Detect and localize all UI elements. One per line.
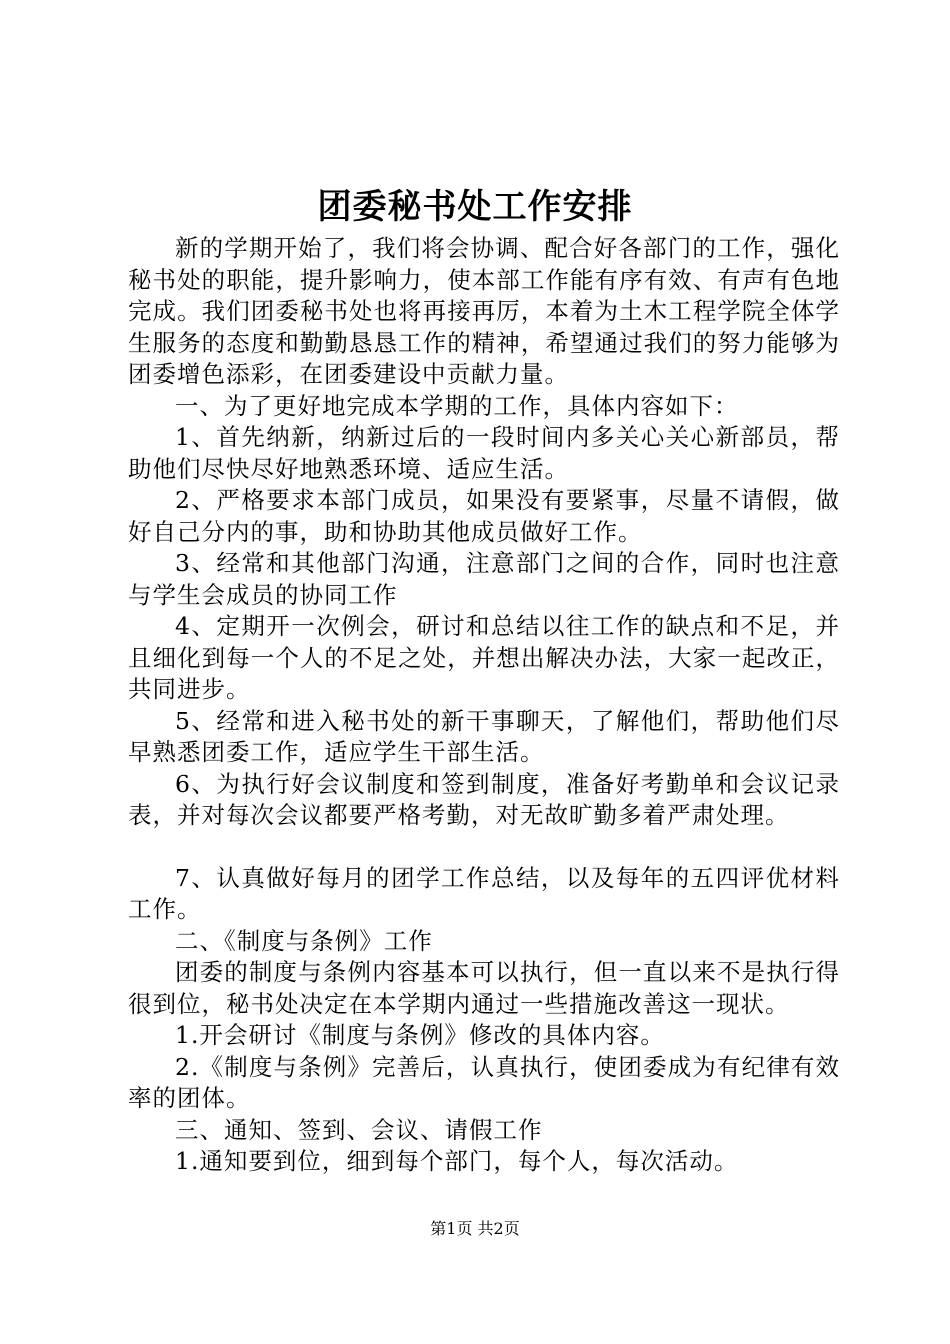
section-heading-3: 三、通知、签到、会议、请假工作 (175, 1115, 543, 1144)
list-item: 2.《制度与条例》完善后，认真执行，使团委成为有纪律有效率的团体。 (128, 1052, 840, 1112)
document-body (128, 233, 840, 1178)
list-item: 1.通知要到位，细到每个部门，每个人，每次活动。 (175, 1147, 739, 1175)
list-item: 1.开会研讨《制度与条例》修改的具体内容。 (175, 1021, 665, 1049)
list-item: 6、为执行好会议制度和签到制度，准备好考勤单和会议记录表，并对每次会议都要严格考勤，对无故旷勤多着严肃处理。 (128, 769, 840, 829)
paragraph: 团委的制度与条例内容基本可以执行，但一直以来不是执行得很到位，秘书处决定在本学期内通过一些措施改善这一现状。 (128, 958, 840, 1018)
paragraph-intro: 新的学期开始了，我们将会协调、配合好各部门的工作，强化秘书处的职能，提升影响力，使本部工作能有序有效、有声有色地完成。我们团委秘书处也将再接再厉，本着为土木工程学院全体学生服务的态度和勤勤恳恳工作的精神，希望通过我们的努力能够为团委增色添彩，在团委建设中贡献力量。 (128, 234, 840, 388)
list-item: 2、严格要求本部门成员，如果没有要紧事，尽量不请假，做好自己分内的事，助和协助其他成员做好工作。 (128, 486, 840, 546)
list-item: 1、首先纳新，纳新过后的一段时间内多关心关心新部员，帮助他们尽快尽好地熟悉环境、适应生活。 (128, 423, 840, 483)
list-item: 7、认真做好每月的团学工作总结，以及每年的五四评优材料工作。 (128, 863, 840, 923)
page-footer: 第1页 共2页 (430, 1219, 520, 1238)
section-heading-1: 一、为了更好地完成本学期的工作，具体内容如下： (175, 391, 739, 420)
list-item: 3、经常和其他部门沟通，注意部门之间的合作，同时也注意与学生会成员的协同工作 (128, 549, 840, 609)
document-title: 团委秘书处工作安排 (317, 187, 633, 227)
section-heading-2: 二、《制度与条例》工作 (175, 926, 433, 955)
list-item: 5、经常和进入秘书处的新干事聊天，了解他们，帮助他们尽早熟悉团委工作，适应学生干部生活。 (128, 706, 840, 766)
list-item: 4、定期开一次例会，研讨和总结以往工作的缺点和不足，并且细化到每一个人的不足之处，并想出解决办法，大家一起改正，共同进步。 (128, 612, 840, 703)
